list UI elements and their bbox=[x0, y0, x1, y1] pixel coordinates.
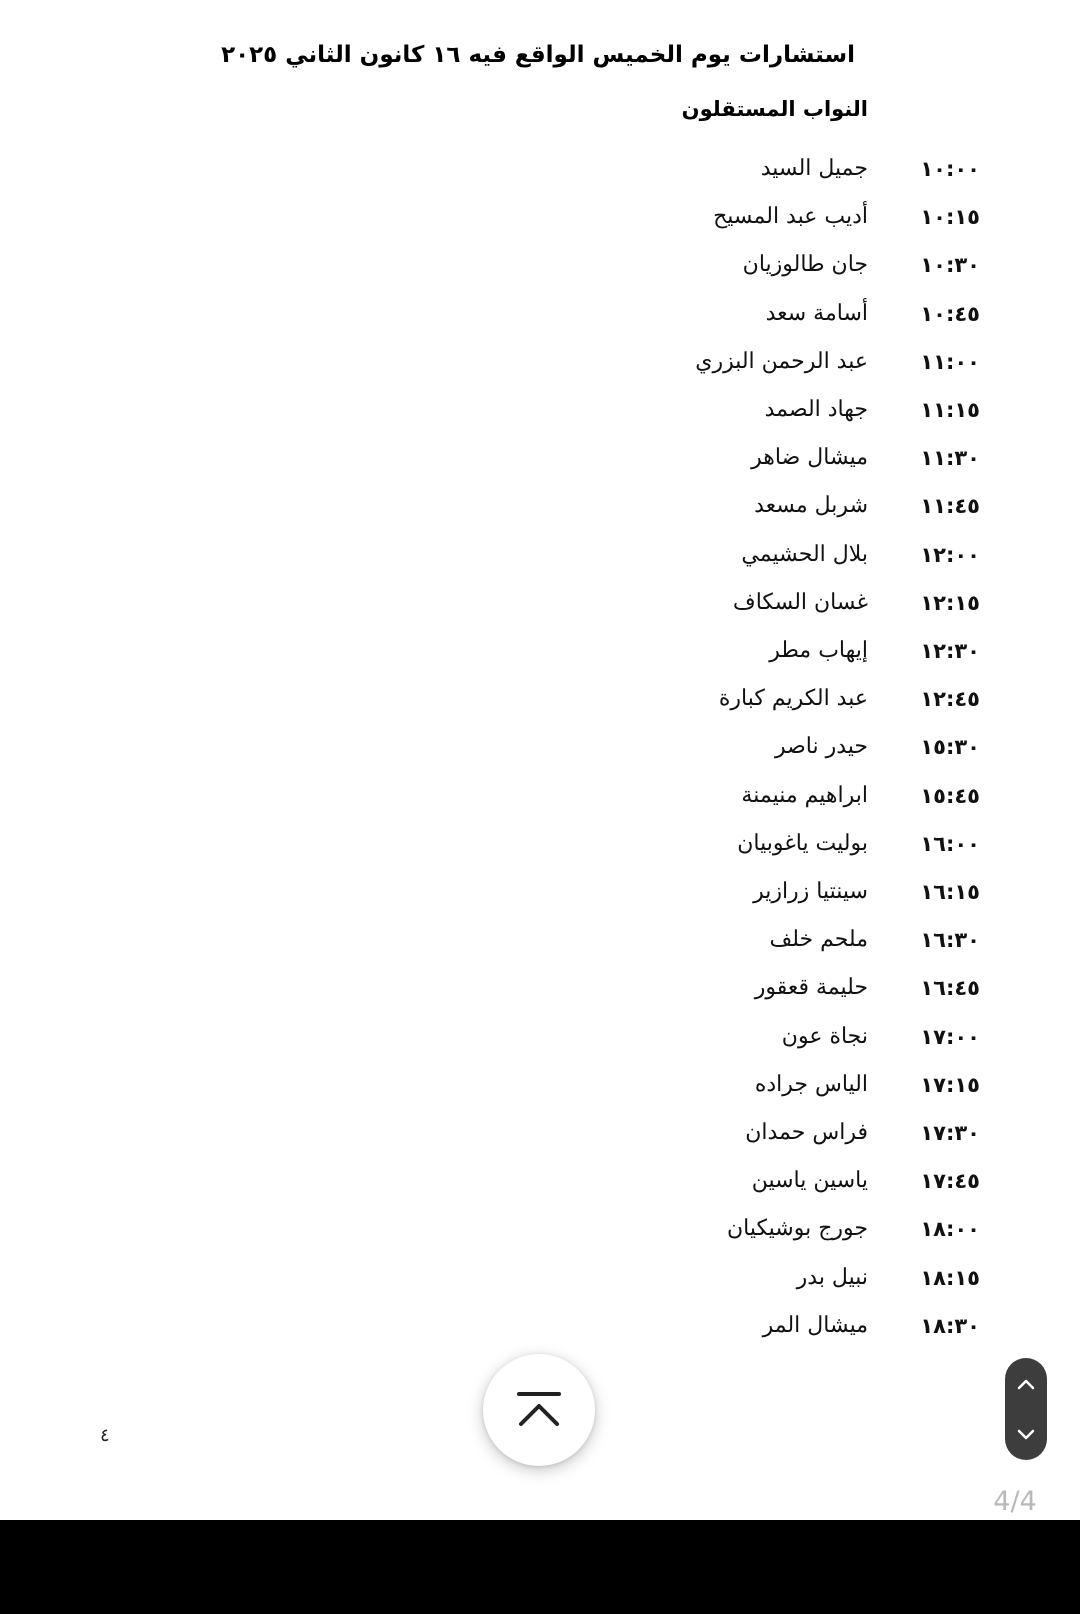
schedule-time: ١٧:٤٥ bbox=[920, 1169, 980, 1193]
schedule-time: ١٧:٠٠ bbox=[920, 1025, 980, 1049]
schedule-name: سينتيا زرازير bbox=[753, 879, 868, 904]
schedule-time: ١٢:٣٠ bbox=[920, 639, 980, 663]
schedule-name: شربل مسعد bbox=[754, 493, 868, 518]
scroll-to-top-button[interactable] bbox=[483, 1354, 595, 1466]
schedule-time: ١٥:٣٠ bbox=[920, 735, 980, 759]
schedule-row bbox=[560, 583, 980, 623]
schedule-name: بوليت ياغوبيان bbox=[737, 831, 868, 856]
schedule-name: جان طالوزيان bbox=[742, 252, 868, 277]
schedule-name: فراس حمدان bbox=[745, 1120, 868, 1145]
schedule-time: ١١:١٥ bbox=[920, 398, 980, 422]
schedule-time: ١٢:١٥ bbox=[920, 591, 980, 615]
schedule-time: ١٨:١٥ bbox=[920, 1266, 980, 1290]
schedule-time: ١١:٠٠ bbox=[920, 350, 980, 374]
page-number: ٤ bbox=[100, 1425, 110, 1446]
schedule-name: بلال الحشيمي bbox=[741, 542, 868, 567]
page-indicator: 4/4 bbox=[993, 1486, 1037, 1517]
schedule-name: عبد الكريم كبارة bbox=[718, 686, 868, 711]
schedule-row bbox=[560, 679, 980, 719]
schedule-name: جهاد الصمد bbox=[764, 397, 868, 422]
schedule-time: ١٢:٠٠ bbox=[920, 543, 980, 567]
schedule-row bbox=[560, 1065, 980, 1105]
page-navigation bbox=[1005, 1358, 1047, 1460]
schedule-name: ياسين ياسين bbox=[751, 1168, 868, 1193]
schedule-row bbox=[560, 1017, 980, 1057]
schedule-time: ١٨:٠٠ bbox=[920, 1217, 980, 1241]
schedule-name: جميل السيد bbox=[760, 156, 868, 181]
schedule-row bbox=[560, 1306, 980, 1346]
schedule-time: ١٦:٠٠ bbox=[920, 832, 980, 856]
schedule-time: ١٦:١٥ bbox=[920, 880, 980, 904]
scroll-to-top-icon bbox=[515, 1390, 563, 1430]
schedule-name: إيهاب مطر bbox=[769, 638, 868, 663]
schedule-row bbox=[560, 872, 980, 912]
document-subtitle: النواب المستقلون bbox=[681, 97, 868, 121]
schedule-row bbox=[560, 438, 980, 478]
chevron-down-icon bbox=[1017, 1429, 1035, 1441]
schedule-name: حليمة قعقور bbox=[754, 975, 868, 1000]
schedule-row bbox=[560, 1209, 980, 1249]
schedule-time: ١٧:١٥ bbox=[920, 1073, 980, 1097]
schedule-row bbox=[560, 727, 980, 767]
schedule-row bbox=[560, 294, 980, 334]
schedule-time: ١٦:٤٥ bbox=[920, 976, 980, 1000]
schedule-row bbox=[560, 245, 980, 285]
schedule-row bbox=[560, 631, 980, 671]
chevron-up-icon bbox=[1017, 1378, 1035, 1390]
schedule-name: حيدر ناصر bbox=[774, 734, 868, 759]
schedule-row bbox=[560, 197, 980, 237]
schedule-row bbox=[560, 824, 980, 864]
schedule-time: ١٠:١٥ bbox=[920, 205, 980, 229]
schedule-row bbox=[560, 149, 980, 189]
schedule-row bbox=[560, 776, 980, 816]
document-title: استشارات يوم الخميس الواقع فيه ١٦ كانون الثاني ٢٠٢٥ bbox=[221, 42, 855, 68]
schedule-time: ١٠:٤٥ bbox=[920, 302, 980, 326]
schedule-name: نجاة عون bbox=[781, 1024, 868, 1049]
next-page-button[interactable] bbox=[1005, 1409, 1047, 1460]
schedule-row bbox=[560, 342, 980, 382]
schedule-row bbox=[560, 535, 980, 575]
schedule-time: ١٢:٤٥ bbox=[920, 687, 980, 711]
schedule-row bbox=[560, 1161, 980, 1201]
schedule-row bbox=[560, 486, 980, 526]
schedule-name: ملحم خلف bbox=[769, 927, 868, 952]
schedule-row bbox=[560, 1113, 980, 1153]
schedule-time: ١٨:٣٠ bbox=[920, 1314, 980, 1338]
previous-page-button[interactable] bbox=[1005, 1358, 1047, 1409]
schedule-time: ١٧:٣٠ bbox=[920, 1121, 980, 1145]
schedule-row bbox=[560, 390, 980, 430]
schedule-name: غسان السكاف bbox=[732, 590, 868, 615]
schedule-name: ميشال المر bbox=[762, 1313, 868, 1338]
schedule-name: ابراهيم منيمنة bbox=[741, 783, 868, 808]
schedule-name: جورج بوشيكيان bbox=[727, 1216, 868, 1241]
schedule-row bbox=[560, 968, 980, 1008]
bottom-navigation-bar bbox=[0, 1520, 1080, 1614]
schedule-row bbox=[560, 920, 980, 960]
schedule-time: ١١:٤٥ bbox=[920, 494, 980, 518]
schedule-name: عبد الرحمن البزري bbox=[695, 349, 868, 374]
schedule-time: ١١:٣٠ bbox=[920, 446, 980, 470]
schedule-time: ١٥:٤٥ bbox=[920, 784, 980, 808]
schedule-time: ١٦:٣٠ bbox=[920, 928, 980, 952]
schedule-name: أديب عبد المسيح bbox=[713, 204, 868, 229]
schedule-time: ١٠:٠٠ bbox=[920, 157, 980, 181]
schedule-name: أسامة سعد bbox=[765, 301, 868, 326]
schedule-name: نبيل بدر bbox=[796, 1265, 868, 1290]
schedule-name: ميشال ضاهر bbox=[751, 445, 868, 470]
schedule-row bbox=[560, 1258, 980, 1298]
schedule-name: الياس جراده bbox=[754, 1072, 868, 1097]
schedule-time: ١٠:٣٠ bbox=[920, 253, 980, 277]
